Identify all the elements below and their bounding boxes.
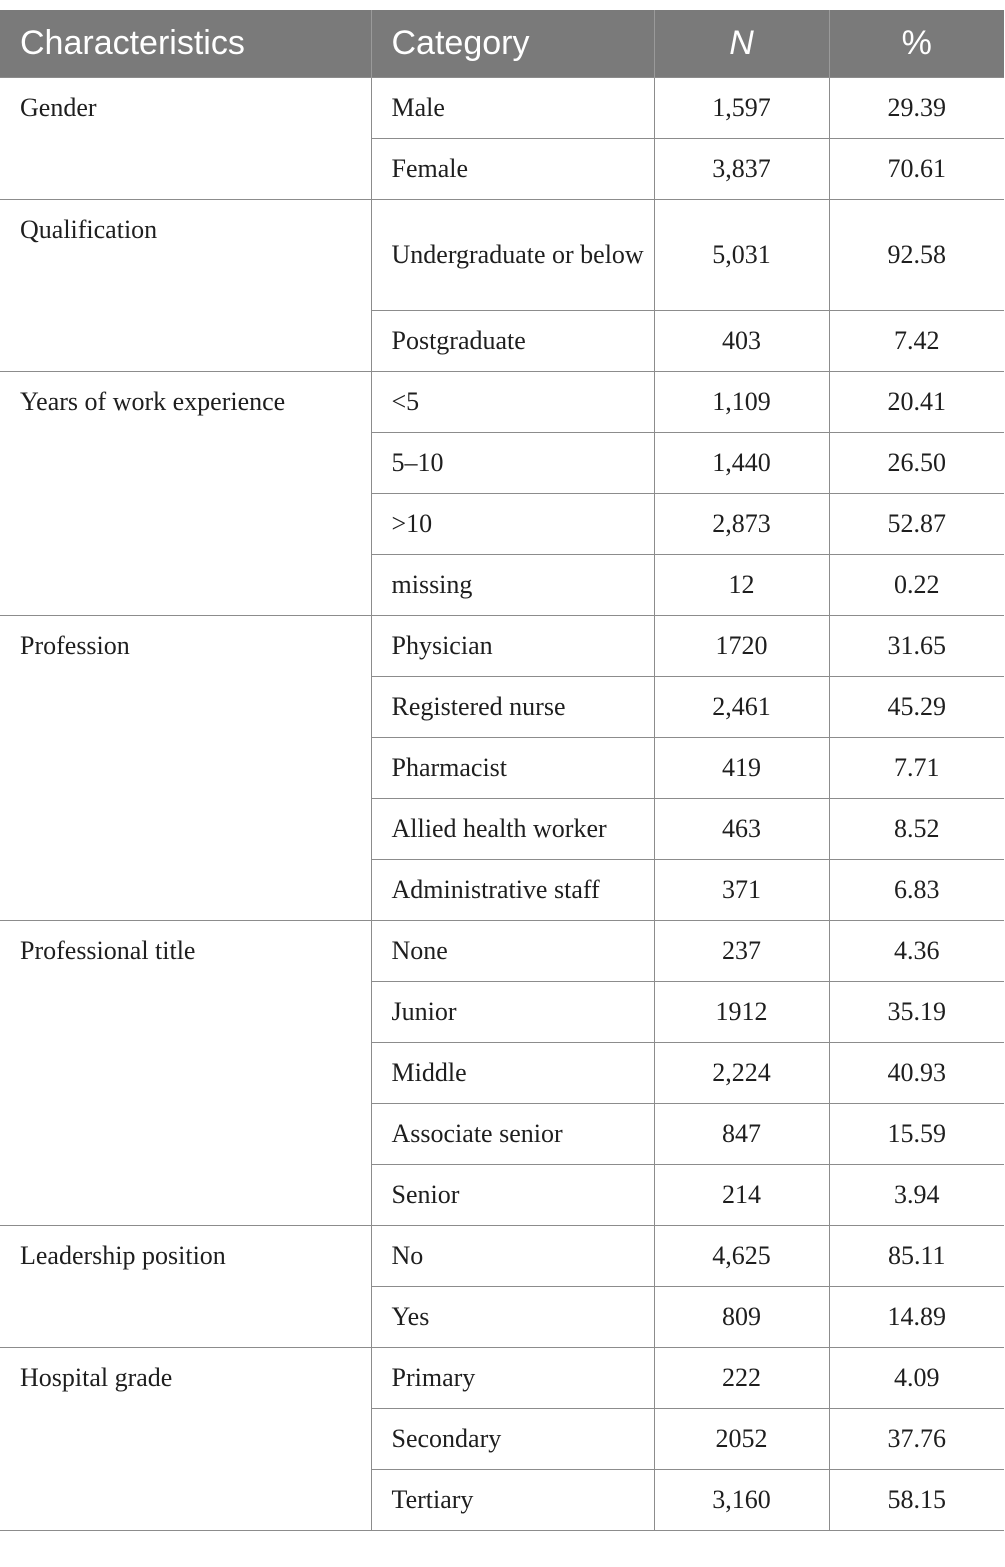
category-cell: Postgraduate	[371, 311, 654, 372]
n-cell: 2,224	[654, 1043, 829, 1104]
percent-cell: 85.11	[829, 1226, 1004, 1287]
n-cell: 1720	[654, 616, 829, 677]
table-row	[0, 1348, 1004, 1409]
table-row	[0, 921, 1004, 982]
percent-cell: 45.29	[829, 677, 1004, 738]
n-cell: 419	[654, 738, 829, 799]
n-cell: 1,109	[654, 372, 829, 433]
header-n: N	[654, 10, 829, 78]
n-cell: 847	[654, 1104, 829, 1165]
category-cell: Secondary	[371, 1409, 654, 1470]
characteristic-cell: Leadership position	[0, 1226, 371, 1348]
header-characteristics: Characteristics	[0, 10, 371, 78]
characteristic-cell: Years of work experience	[0, 372, 371, 616]
n-cell: 12	[654, 555, 829, 616]
table-row	[0, 78, 1004, 139]
category-cell: Registered nurse	[371, 677, 654, 738]
percent-cell: 8.52	[829, 799, 1004, 860]
n-cell: 2052	[654, 1409, 829, 1470]
characteristic-cell: Profession	[0, 616, 371, 921]
percent-cell: 40.93	[829, 1043, 1004, 1104]
n-cell: 222	[654, 1348, 829, 1409]
category-cell: Yes	[371, 1287, 654, 1348]
table-header	[0, 10, 1004, 78]
percent-cell: 14.89	[829, 1287, 1004, 1348]
category-cell: Tertiary	[371, 1470, 654, 1531]
category-cell: <5	[371, 372, 654, 433]
percent-cell: 4.36	[829, 921, 1004, 982]
category-cell: Male	[371, 78, 654, 139]
percent-cell: 52.87	[829, 494, 1004, 555]
percent-cell: 4.09	[829, 1348, 1004, 1409]
characteristic-cell: Professional title	[0, 921, 371, 1226]
percent-cell: 0.22	[829, 555, 1004, 616]
characteristic-cell: Gender	[0, 78, 371, 200]
percent-cell: 15.59	[829, 1104, 1004, 1165]
category-cell: Allied health worker	[371, 799, 654, 860]
header-row	[0, 10, 1004, 78]
category-cell: Associate senior	[371, 1104, 654, 1165]
n-cell: 4,625	[654, 1226, 829, 1287]
category-cell: >10	[371, 494, 654, 555]
table-row	[0, 1226, 1004, 1287]
header-category: Category	[371, 10, 654, 78]
n-cell: 371	[654, 860, 829, 921]
category-cell: 5–10	[371, 433, 654, 494]
percent-cell: 7.71	[829, 738, 1004, 799]
characteristics-table	[0, 10, 1004, 1531]
category-cell: Middle	[371, 1043, 654, 1104]
category-cell: Physician	[371, 616, 654, 677]
table-row	[0, 200, 1004, 311]
category-cell: No	[371, 1226, 654, 1287]
percent-cell: 92.58	[829, 200, 1004, 311]
characteristic-cell: Hospital grade	[0, 1348, 371, 1531]
n-cell: 5,031	[654, 200, 829, 311]
percent-cell: 29.39	[829, 78, 1004, 139]
n-cell: 3,837	[654, 139, 829, 200]
category-cell: Senior	[371, 1165, 654, 1226]
table-row	[0, 616, 1004, 677]
percent-cell: 70.61	[829, 139, 1004, 200]
percent-cell: 6.83	[829, 860, 1004, 921]
category-cell: Female	[371, 139, 654, 200]
n-cell: 2,873	[654, 494, 829, 555]
n-cell: 809	[654, 1287, 829, 1348]
n-cell: 237	[654, 921, 829, 982]
category-cell: None	[371, 921, 654, 982]
category-cell: Primary	[371, 1348, 654, 1409]
percent-cell: 58.15	[829, 1470, 1004, 1531]
category-cell: missing	[371, 555, 654, 616]
percent-cell: 37.76	[829, 1409, 1004, 1470]
percent-cell: 35.19	[829, 982, 1004, 1043]
category-cell: Junior	[371, 982, 654, 1043]
header-percent: %	[829, 10, 1004, 78]
percent-cell: 26.50	[829, 433, 1004, 494]
category-cell: Undergraduate or below	[371, 200, 654, 311]
n-cell: 403	[654, 311, 829, 372]
n-cell: 463	[654, 799, 829, 860]
n-cell: 214	[654, 1165, 829, 1226]
category-cell: Administrative staff	[371, 860, 654, 921]
category-cell: Pharmacist	[371, 738, 654, 799]
table-body	[0, 78, 1004, 1531]
n-cell: 1,597	[654, 78, 829, 139]
percent-cell: 3.94	[829, 1165, 1004, 1226]
n-cell: 3,160	[654, 1470, 829, 1531]
percent-cell: 20.41	[829, 372, 1004, 433]
n-cell: 1,440	[654, 433, 829, 494]
n-cell: 2,461	[654, 677, 829, 738]
table-row	[0, 372, 1004, 433]
n-cell: 1912	[654, 982, 829, 1043]
percent-cell: 7.42	[829, 311, 1004, 372]
characteristic-cell: Qualification	[0, 200, 371, 372]
percent-cell: 31.65	[829, 616, 1004, 677]
